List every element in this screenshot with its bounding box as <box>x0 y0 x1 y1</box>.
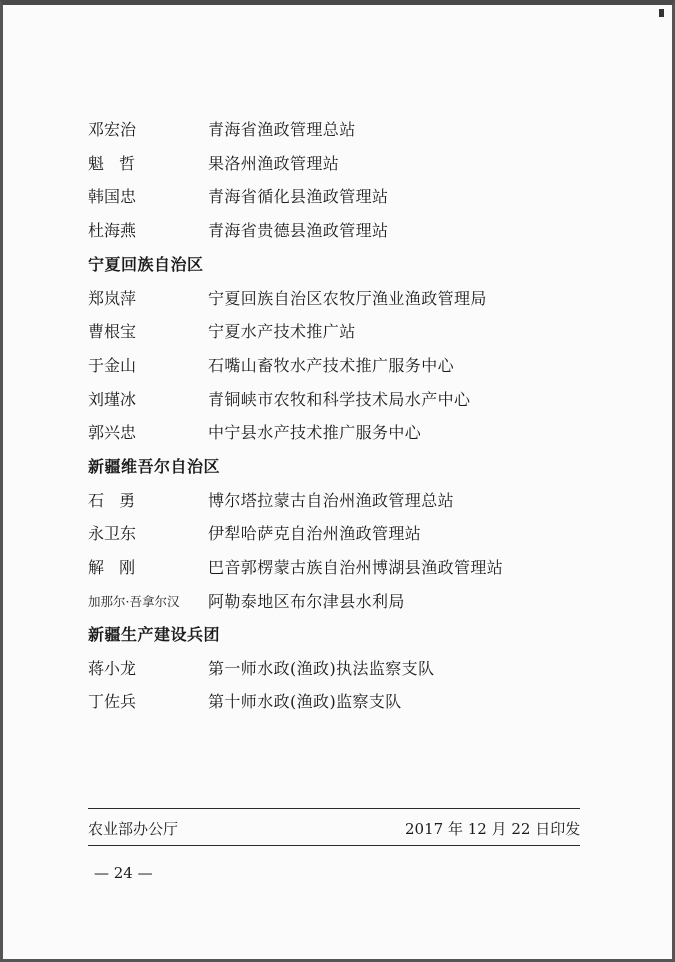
person-name: 蒋小龙 <box>88 659 137 678</box>
organization: 石嘴山畜牧水产技术推广服务中心 <box>208 356 455 375</box>
person-name: 永卫东 <box>88 524 137 543</box>
person-name: 曹根宝 <box>88 322 137 341</box>
person-name: 石 勇 <box>88 491 141 510</box>
person-name: 郭兴忠 <box>88 423 137 442</box>
organization: 青海省渔政管理总站 <box>208 120 356 139</box>
organization: 中宁县水产技术推广服务中心 <box>208 423 422 442</box>
person-name: 加那尔·吾拿尔汉 <box>88 594 180 609</box>
footer-bottom-rule <box>88 845 580 846</box>
section-heading-bingtuan: 新疆生产建设兵团 <box>88 625 221 644</box>
organization: 伊犁哈萨克自治州渔政管理站 <box>208 524 422 543</box>
organization: 第一师水政(渔政)执法监察支队 <box>208 659 435 678</box>
organization: 阿勒泰地区布尔津县水利局 <box>208 592 405 611</box>
section-heading-ningxia: 宁夏回族自治区 <box>88 255 204 274</box>
person-name: 解 刚 <box>88 558 141 577</box>
page-number: — 24 — <box>94 864 153 882</box>
organization: 宁夏水产技术推广站 <box>208 322 356 341</box>
person-name: 邓宏治 <box>88 120 137 139</box>
person-name: 于金山 <box>88 356 137 375</box>
organization: 巴音郭楞蒙古族自治州博湖县渔政管理站 <box>208 558 504 577</box>
issue-date: 2017 年 12 月 22 日印发 <box>405 820 581 838</box>
person-name: 刘瑾冰 <box>88 390 137 409</box>
organization: 第十师水政(渔政)监察支队 <box>208 692 402 711</box>
person-name: 韩国忠 <box>88 187 137 206</box>
organization: 青海省循化县渔政管理站 <box>208 187 389 206</box>
section-heading-xinjiang: 新疆维吾尔自治区 <box>88 457 221 476</box>
footer-top-rule <box>88 808 580 809</box>
person-name: 郑岚萍 <box>88 289 137 308</box>
issuing-office: 农业部办公厅 <box>88 820 179 838</box>
person-name: 杜海燕 <box>88 221 137 240</box>
person-name: 魁 哲 <box>88 154 141 173</box>
organization: 青海省贵德县渔政管理站 <box>208 221 389 240</box>
organization: 果洛州渔政管理站 <box>208 154 340 173</box>
person-name: 丁佐兵 <box>88 692 137 711</box>
organization: 博尔塔拉蒙古自治州渔政管理总站 <box>208 491 455 510</box>
organization: 青铜峡市农牧和科学技术局水产中心 <box>208 390 471 409</box>
organization: 宁夏回族自治区农牧厅渔业渔政管理局 <box>208 289 487 308</box>
